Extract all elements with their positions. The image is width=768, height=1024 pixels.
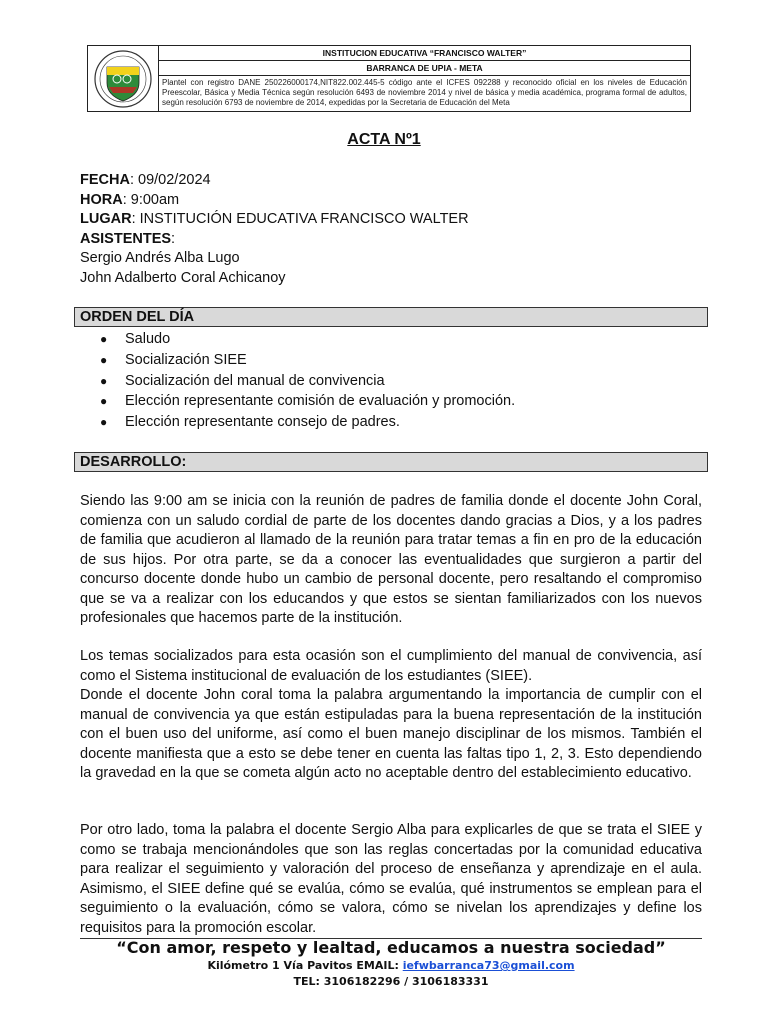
agenda-item: ● Elección representante comisión de evaluación y promoción. <box>100 391 515 412</box>
registration-text: Plantel con registro DANE 250226000174,NIT822.002.445-5 código ante el ICFES 092288 y reconocido oficial en los niveles de Educación Preescolar, Básica y Media Técnica según resolución 6493 de noviembre 2014 y nivel de básica y media académica, programa formal de adultos, según resolución 6793 de noviembre de 2014, expedidas por la Secretaria de Educación del Meta <box>162 78 687 107</box>
paragraph: Los temas socializados para esta ocasión son el cumplimiento del manual de convivencia, así como el Sistema institucional de evaluación de los estudiantes (SIEE). <box>80 648 702 684</box>
bullet-icon: ● <box>100 373 108 388</box>
attendee: Sergio Andrés Alba Lugo <box>80 250 240 266</box>
lugar-label: LUGAR <box>80 211 132 227</box>
institution-name: INSTITUCION EDUCATIVA “FRANCISCO WALTER” <box>159 46 690 61</box>
asistentes-colon: : <box>171 230 176 247</box>
paragraph: Siendo las 9:00 am se inicia con la reunión de padres de familia donde el docente John Coral, comienza con un saludo cordial de parte de los docentes dando gracias a Dios, y a los padres de familia que acudieron al llamado de la reunión para tratar temas a fin en pro de la educación de sus hijos. Por otra parte, se da a conocer las eventualidades que surgieron a partir del concurso docente donde hubo un cambio de personal docente, pero resaltando el compromiso que se va a realizar con los educandos y que estos se sientan familiarizados con los nuevos profesionales que hacemos parte de la institución. <box>80 493 702 626</box>
hora-label: HORA <box>80 191 123 208</box>
desarrollo-heading: DESARROLLO: <box>74 452 708 472</box>
meeting-details <box>80 171 469 288</box>
orden-heading: ORDEN DEL DÍA <box>74 307 708 327</box>
email-link[interactable]: iefwbarranca73@gmail.com <box>402 959 575 972</box>
crest-icon <box>93 49 153 109</box>
lugar-value: : INSTITUCIÓN EDUCATIVA FRANCISCO WALTER <box>131 211 469 227</box>
document-header <box>87 45 691 112</box>
asistentes-label: ASISTENTES <box>80 230 172 247</box>
bullet-icon: ● <box>100 415 108 430</box>
attendee: John Adalberto Coral Achicanoy <box>80 269 286 286</box>
bullet-icon: ● <box>100 394 108 409</box>
footer-motto: “Con amor, respeto y lealtad, educamos a nuestra sociedad” <box>116 938 666 957</box>
fecha-value: : 09/02/2024 <box>129 172 211 188</box>
agenda-item: ● Socialización SIEE <box>100 350 515 371</box>
agenda-item: ● Socialización del manual de convivencia <box>100 371 515 392</box>
agenda-item: ● Elección representante consejo de padres. <box>100 412 515 433</box>
bullet-icon: ● <box>100 352 108 367</box>
school-crest-logo <box>88 46 159 111</box>
agenda-list <box>100 329 515 433</box>
paragraph: Donde el docente John coral toma la palabra argumentando la importancia de cumplir con el manual de convivencia ya que están estipuladas para la buena representación de la institución con el buen uso del uniforme, así como el buen manejo disciplinar de los mismos. También el docente manifiesta que a esto se debe tener en cuenta las faltas tipo 1, 2, 3. Esto dependiendo la gravedad en la que se cometa algún acto no aceptable dentro del establecimiento educativo. <box>80 687 702 781</box>
bullet-icon: ● <box>100 332 108 346</box>
hora-value: : 9:00am <box>122 191 180 208</box>
paragraph: Por otro lado, toma la palabra el docente Sergio Alba para explicarles de que se trata el SIEE y como se trabaja mencionándoles que son las reglas concertadas por la comunidad educativa para realizar el seguimiento y valoración del proceso de enseñanza y aprendizaje en el aula. Asimismo, el SIEE define qué se evalúa, cómo se evalúa, qué instrumentos se emplean para el seguimiento o la evaluación, cómo se valora, cómo se nivelan los aprendizajes y define los requisitos para la promoción escolar. <box>80 822 702 936</box>
footer-phone: TEL: 3106182296 / 3106183331 <box>293 975 489 988</box>
document-title: ACTA Nº1 <box>347 131 421 148</box>
institution-location: BARRANCA DE UPIA - META <box>159 61 690 76</box>
agenda-item: ● Saludo <box>100 329 515 350</box>
fecha-label: FECHA <box>80 172 130 188</box>
footer-address: Kilómetro 1 Vía Pavitos EMAIL: iefwbarranca73@gmail.com <box>207 959 575 972</box>
